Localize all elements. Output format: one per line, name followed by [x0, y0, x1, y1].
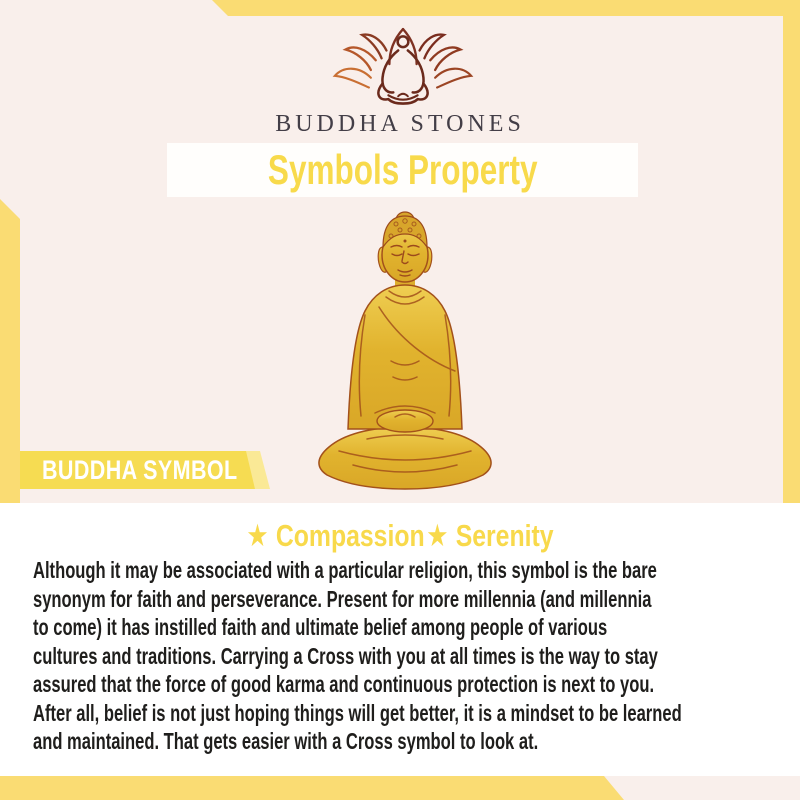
star-icon: ★ — [426, 518, 449, 554]
star-icon: ★ — [246, 518, 269, 554]
symbol-label: BUDDHA SYMBOL — [42, 455, 238, 485]
paragraph-line: After all, belief is not just hoping things will get better, it is a mindset to be learned — [33, 699, 682, 726]
banner-title-box — [167, 143, 638, 197]
paragraph-line: cultures and traditions. Carrying a Cross with you at all times is the way to stay — [33, 642, 658, 669]
paragraph-line: and maintained. That gets easier with a Cross symbol to look at. — [33, 728, 539, 754]
traits-heading — [0, 517, 800, 555]
paragraph-line: to come) it has instilled faith and ultimate belief among people of various — [33, 614, 608, 640]
trait-serenity: Serenity — [455, 518, 554, 553]
bottom-accent-band — [0, 776, 624, 800]
description-panel — [0, 503, 800, 776]
banner-title: Symbols Property — [267, 146, 538, 193]
top-accent-band — [0, 0, 800, 16]
symbol-ribbon — [20, 451, 280, 489]
trait-compassion: Compassion — [275, 518, 425, 553]
paragraph-line: synonym for faith and perseverance. Present for more millennia (and millennia — [33, 585, 652, 612]
lotus-meditation-icon — [330, 26, 476, 112]
golden-buddha-statue-icon — [303, 211, 507, 491]
description-paragraph — [33, 556, 800, 756]
paragraph-line: Although it may be associated with a particular religion, this symbol is the bare — [33, 557, 657, 583]
paragraph-line: assured that the force of good karma and continuous protection is next to you. — [33, 671, 655, 697]
brand-name: BUDDHA STONES — [275, 111, 525, 137]
